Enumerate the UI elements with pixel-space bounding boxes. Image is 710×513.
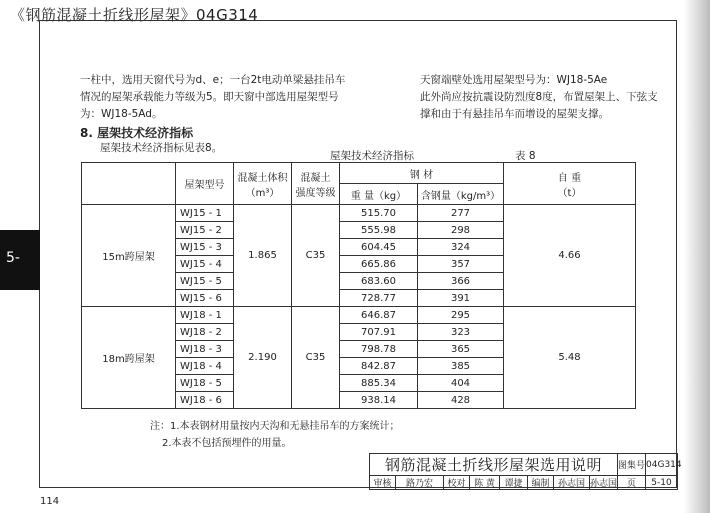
header-steel: 钢 材 bbox=[340, 163, 504, 184]
model-cell: WJ15 - 5 bbox=[176, 273, 234, 290]
header-self-weight-label: 自 重 bbox=[557, 172, 582, 184]
volume-cell: 1.865 bbox=[234, 205, 292, 307]
header-concrete-grade-label-2: 强度等级 bbox=[295, 187, 336, 199]
grade-cell: C35 bbox=[292, 205, 340, 307]
steel-content-cell: 298 bbox=[418, 222, 504, 239]
steel-content-cell: 365 bbox=[418, 341, 504, 358]
steel-weight-cell: 555.98 bbox=[340, 222, 418, 239]
steel-weight-cell: 728.77 bbox=[340, 290, 418, 307]
tech-econ-table bbox=[81, 162, 636, 409]
review-signature: 路乃宏 bbox=[396, 476, 444, 490]
design-signature: 孙志国 bbox=[554, 476, 590, 490]
span-label: 18m跨屋架 bbox=[82, 307, 176, 409]
model-cell: WJ18 - 1 bbox=[176, 307, 234, 324]
steel-weight-cell: 707.91 bbox=[340, 324, 418, 341]
check-label: 校对 bbox=[444, 476, 470, 490]
intro-right-line-1: 天窗端壁处选用屋架型号为：WJ18-5Ae bbox=[420, 74, 608, 86]
grade-cell: C35 bbox=[292, 307, 340, 409]
steel-weight-cell: 885.34 bbox=[340, 375, 418, 392]
steel-weight-cell: 665.86 bbox=[340, 256, 418, 273]
intro-right-line-2: 此外尚应按抗震设防烈度8度，布置屋架上、下弦支 bbox=[420, 91, 658, 103]
header-concrete-volume-unit: （m³） bbox=[245, 187, 280, 199]
check-signature: 陈 黄 bbox=[470, 476, 500, 490]
volume-cell: 2.190 bbox=[234, 307, 292, 409]
chapter-tab-label: 5- bbox=[6, 250, 20, 266]
check-signature-2: 谭捷 bbox=[500, 476, 528, 490]
self-weight-cell: 4.66 bbox=[504, 205, 636, 307]
intro-left-line-2: 情况的屋架承载能力等级为5。即天窗中部选用屋架型号 bbox=[80, 91, 339, 103]
header-self-weight-unit: （t） bbox=[557, 187, 582, 199]
model-cell: WJ18 - 3 bbox=[176, 341, 234, 358]
notes bbox=[150, 418, 400, 452]
header-self-weight bbox=[504, 163, 636, 205]
table-row bbox=[82, 205, 636, 222]
note-line-1: 注：1.本表钢材用量按内天沟和无悬挂吊车的方案统计； bbox=[150, 421, 400, 432]
design-signature-2: 孙志国 bbox=[590, 476, 618, 490]
span-label: 15m跨屋架 bbox=[82, 205, 176, 307]
header-concrete-grade bbox=[292, 163, 340, 205]
steel-content-cell: 323 bbox=[418, 324, 504, 341]
steel-content-cell: 428 bbox=[418, 392, 504, 409]
intro-left-line-1: 一柱中，选用天窗代号为d、e；一台2t电动单梁悬挂吊车 bbox=[80, 74, 346, 86]
model-cell: WJ15 - 2 bbox=[176, 222, 234, 239]
page-value: 5-10 bbox=[646, 476, 678, 490]
intro-right-line-3: 撑和由于有悬挂吊车而增设的屋架支撑。 bbox=[420, 108, 609, 120]
steel-weight-cell: 646.87 bbox=[340, 307, 418, 324]
atlas-number: 04G314 bbox=[646, 454, 678, 476]
model-cell: WJ15 - 1 bbox=[176, 205, 234, 222]
steel-weight-cell: 798.78 bbox=[340, 341, 418, 358]
model-cell: WJ15 - 6 bbox=[176, 290, 234, 307]
model-cell: WJ18 - 5 bbox=[176, 375, 234, 392]
self-weight-cell: 5.48 bbox=[504, 307, 636, 409]
model-cell: WJ18 - 4 bbox=[176, 358, 234, 375]
header-type: 屋架型号 bbox=[176, 163, 234, 205]
title-block-title: 钢筋混凝土折线形屋架选用说明 bbox=[370, 454, 618, 476]
atlas-label: 图集号 bbox=[618, 454, 646, 476]
table-body bbox=[82, 205, 636, 409]
document-header: 《钢筋混凝土折线形屋架》04G314 bbox=[10, 6, 259, 24]
header-concrete-volume bbox=[234, 163, 292, 205]
steel-content-cell: 295 bbox=[418, 307, 504, 324]
header-blank bbox=[82, 163, 176, 205]
steel-weight-cell: 515.70 bbox=[340, 205, 418, 222]
steel-weight-cell: 938.14 bbox=[340, 392, 418, 409]
model-cell: WJ15 - 4 bbox=[176, 256, 234, 273]
design-label: 编制 bbox=[528, 476, 554, 490]
page-label: 页 bbox=[618, 476, 646, 490]
steel-content-cell: 404 bbox=[418, 375, 504, 392]
intro-left-line-3: 为：WJ18-5Ad。 bbox=[80, 108, 163, 120]
steel-content-cell: 385 bbox=[418, 358, 504, 375]
section-body: 屋架技术经济指标见表8。 bbox=[100, 142, 223, 154]
table-row bbox=[82, 307, 636, 324]
title-block bbox=[369, 453, 682, 490]
model-cell: WJ15 - 3 bbox=[176, 239, 234, 256]
header-concrete-volume-label: 混凝土体积 bbox=[237, 172, 288, 184]
steel-content-cell: 366 bbox=[418, 273, 504, 290]
steel-weight-cell: 604.45 bbox=[340, 239, 418, 256]
note-line-2: 2.本表不包括预埋件的用量。 bbox=[162, 438, 292, 449]
header-steel-weight: 重 量（kg） bbox=[340, 184, 418, 205]
section-heading: 8. 屋架技术经济指标 bbox=[80, 126, 194, 140]
header-steel-content: 含钢量（kg/m³） bbox=[418, 184, 504, 205]
scan-edge-shadow bbox=[684, 0, 710, 513]
model-cell: WJ18 - 2 bbox=[176, 324, 234, 341]
page-number: 114 bbox=[40, 496, 60, 507]
chapter-tab bbox=[0, 230, 40, 290]
steel-content-cell: 391 bbox=[418, 290, 504, 307]
table-number: 表 8 bbox=[515, 150, 536, 162]
steel-content-cell: 357 bbox=[418, 256, 504, 273]
steel-content-cell: 277 bbox=[418, 205, 504, 222]
table-title: 屋架技术经济指标 bbox=[330, 150, 414, 162]
model-cell: WJ18 - 6 bbox=[176, 392, 234, 409]
steel-weight-cell: 842.87 bbox=[340, 358, 418, 375]
steel-weight-cell: 683.60 bbox=[340, 273, 418, 290]
steel-content-cell: 324 bbox=[418, 239, 504, 256]
header-concrete-grade-label: 混凝土 bbox=[300, 172, 331, 184]
review-label: 审核 bbox=[370, 476, 396, 490]
